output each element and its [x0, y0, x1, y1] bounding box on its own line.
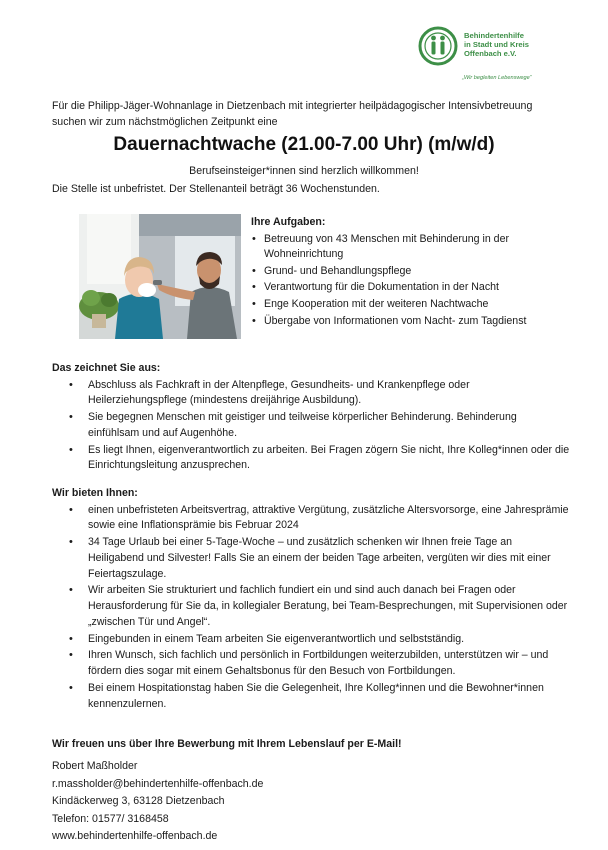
caregiver-photo [79, 214, 241, 339]
position-info: Die Stelle ist unbefristet. Der Stellenanteil beträgt 36 Wochenstunden. [52, 183, 380, 195]
list-item: • Übergabe von Informationen vom Nacht- zum Tagdienst [251, 314, 566, 330]
list-item: • Es liegt Ihnen, eigenverantwortlich zu arbeiten. Bei Fragen zögern Sie nicht, Ihre Kolleg*innen oder die Einrichtungsleitung anzusprechen. [52, 443, 570, 474]
list-item: • Verantwortung für die Dokumentation in der Nacht [251, 280, 566, 296]
logo-name: Behindertenhilfe in Stadt und Kreis Offenbach e.V. [464, 31, 529, 59]
list-item: • Enge Kooperation mit der weiteren Nachtwache [251, 297, 566, 313]
closing-text: Wir freuen uns über Ihre Bewerbung mit Ihrem Lebenslauf per E-Mail! [52, 738, 402, 750]
list-item: • Sie begegnen Menschen mit geistiger und teilweise körperlicher Behinderung. Behinderung einfühlsam und auf Augenhöhe. [52, 410, 570, 441]
list-item: • Abschluss als Fachkraft in der Altenpflege, Gesundheits- und Krankenpflege oder Heilerziehungspflege (mindestens dreijährige Ausbildung). [52, 378, 570, 409]
list-item: • Ihren Wunsch, sich fachlich und persönlich in Fortbildungen weiterzubilden, unterstützen wir – und fördern dies sogar mit einem Gehaltsbonus für den Besuch von Fortbildungen. [52, 648, 570, 679]
list-item: • Wir arbeiten Sie strukturiert und fachlich fundiert ein und sind auch danach bei Fragen oder Herausforderung für Sie da, in kollegialer Beratung, bei Team-Besprechungen, mit Supervisionen oder „zwischen Tür und Angel“. [52, 583, 570, 630]
job-title: Dauernachtwache (21.00-7.00 Uhr) (m/w/d) [113, 134, 495, 155]
tasks-list [251, 232, 566, 330]
contact-name: Robert Maßholder [52, 760, 138, 772]
list-item: • Eingebunden in einem Team arbeiten Sie eigenverantwortlich und selbstständig. [52, 632, 570, 648]
bathroom-care-scene-image [79, 214, 241, 339]
welcome-text: Berufseinsteiger*innen sind herzlich willkommen! [189, 165, 419, 177]
logo-slogan: „Wir begleiten Lebenswege“ [462, 75, 532, 81]
tasks-section [251, 215, 566, 329]
logo-emblem-icon [418, 26, 458, 66]
contact-phone: Telefon: 01577/ 3168458 [52, 812, 169, 825]
list-item: • Betreuung von 43 Menschen mit Behinderung in der Wohneinrichtung [251, 232, 566, 263]
profile-list [52, 378, 570, 474]
list-item: • 34 Tage Urlaub bei einer 5-Tage-Woche – und zusätzlich schenken wir Ihnen freie Tage an Heiligabend und Silvester! Falls Sie an einem der beiden Tage arbeiten, vergüten wir dies mit einer Feiertagszulage. [52, 535, 570, 582]
offer-section [52, 486, 570, 712]
profile-section [52, 361, 570, 474]
list-item: • einen unbefristeten Arbeitsvertrag, attraktive Vergütung, zusätzliche Altersvorsorge, eine Jahresprämie sowie eine Inflationsprämie bis Februar 2024 [52, 503, 570, 534]
tasks-heading: Ihre Aufgaben: [251, 216, 326, 228]
intro-text: Für die Philipp-Jäger-Wohnanlage in Dietzenbach mit integrierter heilpädagogischer Intensivbetreuung suchen wir zum nächstmöglichen Zeitpunkt eine [52, 100, 533, 128]
offer-heading: Wir bieten Ihnen: [52, 487, 138, 499]
offer-list [52, 503, 570, 712]
contact-address: Kindäckerweg 3, 63128 Dietzenbach [52, 795, 225, 808]
list-item: • Bei einem Hospitationstag haben Sie die Gelegenheit, Ihre Kolleg*innen und die Bewohner*innen kennenzulernen. [52, 681, 570, 712]
contact-email-link[interactable]: r.massholder@behindertenhilfe-offenbach.de [52, 777, 264, 790]
organization-logo [418, 26, 568, 82]
list-item: • Grund- und Behandlungspflege [251, 264, 566, 280]
contact-block [52, 758, 452, 846]
profile-heading: Das zeichnet Sie aus: [52, 362, 161, 374]
contact-website-link[interactable]: www.behindertenhilfe-offenbach.de [52, 830, 218, 843]
